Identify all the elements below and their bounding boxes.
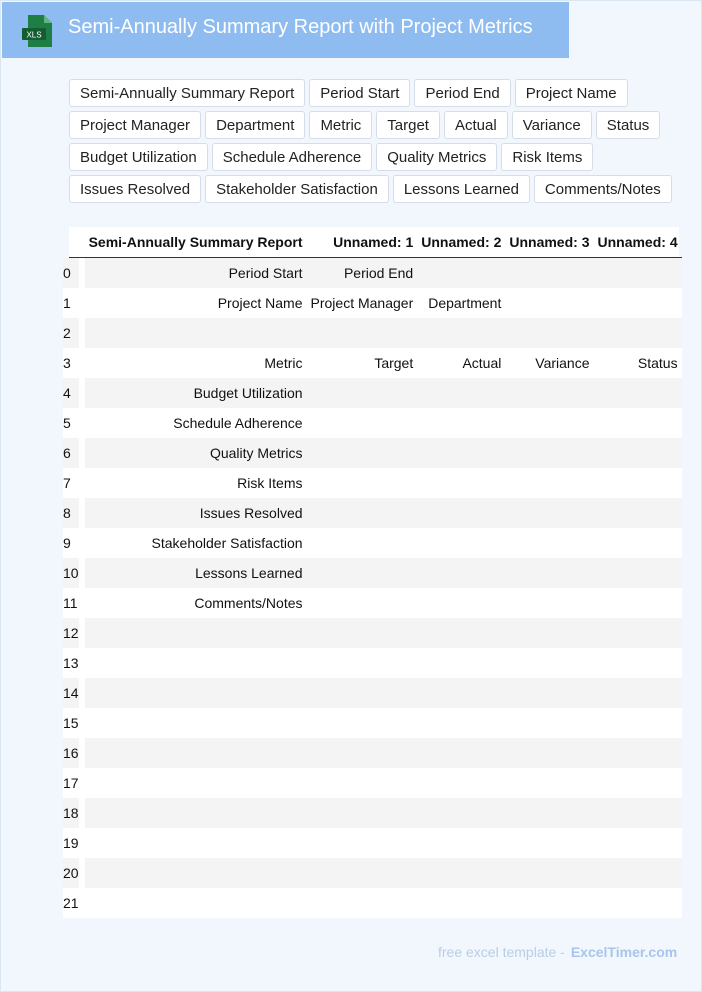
table-cell [593,498,681,528]
row-index: 8 [63,505,71,521]
table-row [69,348,682,378]
table-cell [505,258,593,289]
table-cell: Variance [535,355,590,371]
table-row [69,528,682,558]
row-index: 10 [63,565,79,581]
table-cell [593,708,681,738]
table-cell [417,498,505,528]
table-cell [307,378,418,408]
table-cell [593,618,681,648]
row-index: 16 [63,745,79,761]
table-row [69,408,682,438]
table-cell [593,828,681,858]
table-cell [505,438,593,468]
column-tag[interactable]: Lessons Learned [393,175,530,203]
table-cell: Project Name [217,295,303,311]
row-index: 21 [63,895,79,911]
table-row [69,768,682,798]
table-cell [417,768,505,798]
table-cell [593,468,681,498]
row-index: 1 [63,295,71,311]
table-cell [307,678,418,708]
table-cell [593,798,681,828]
table-cell [85,798,307,828]
table-cell [417,438,505,468]
table-cell: Period Start [228,265,303,281]
table-cell [417,318,505,348]
row-index: 6 [63,445,71,461]
table-cell [85,738,307,768]
column-header: Unnamed: 1 [307,227,418,258]
table-cell [505,648,593,678]
table-cell [505,558,593,588]
row-index: 9 [63,535,71,551]
table-cell [307,438,418,468]
table-cell: Department [428,295,502,311]
table-cell [417,558,505,588]
table-row [69,738,682,768]
table-cell [417,888,505,918]
column-header: Unnamed: 4 [593,227,681,258]
table-cell [417,618,505,648]
table-row [69,468,682,498]
table-cell [85,828,307,858]
table-row [69,648,682,678]
table-cell [307,858,418,888]
table-row [69,318,682,348]
column-tag[interactable]: Actual [444,111,508,139]
row-index: 12 [63,625,79,641]
table-cell [307,588,418,618]
table-cell [505,798,593,828]
table-cell [307,498,418,528]
spreadsheet-preview [63,227,679,918]
table-cell [417,468,505,498]
table-cell: Schedule Adherence [173,415,303,431]
table-cell: Actual [462,355,502,371]
table-cell [593,558,681,588]
table-cell: Budget Utilization [193,385,303,401]
table-cell [417,708,505,738]
table-cell [85,888,307,918]
table-cell [593,768,681,798]
table-cell [85,318,307,348]
table-cell [417,798,505,828]
table-cell [417,648,505,678]
column-tag[interactable]: Budget Utilization [69,143,208,171]
row-index: 11 [63,595,78,611]
table-cell [307,888,418,918]
table-cell [593,288,681,318]
table-cell [85,708,307,738]
title-bar [2,2,569,58]
table-cell [505,708,593,738]
table-cell [307,738,418,768]
table-row [69,498,682,528]
table-cell [505,678,593,708]
page-title: Semi-Annually Summary Report with Project Metrics [68,16,533,38]
table-cell [593,858,681,888]
row-index: 5 [63,415,71,431]
table-cell [417,258,505,289]
table-row [69,708,682,738]
footer-text: free excel template - [438,944,565,960]
table-cell [307,318,418,348]
table-cell [593,438,681,468]
table-cell [307,408,418,438]
table-cell [307,558,418,588]
table-cell [505,378,593,408]
table-row [69,378,682,408]
column-tag[interactable]: Status [596,111,661,139]
table-cell: Risk Items [237,475,303,491]
excel-file-icon-label: XLS [26,30,42,40]
table-cell [593,648,681,678]
table-cell: Quality Metrics [209,445,303,461]
table-row [69,588,682,618]
column-header: Unnamed: 2 [417,227,505,258]
column-tag[interactable]: Comments/Notes [534,175,672,203]
table-cell [307,768,418,798]
table-cell [593,678,681,708]
table-cell: Project Manager [310,295,414,311]
table-cell [505,738,593,768]
table-cell: Lessons Learned [195,565,303,581]
row-index: 15 [63,715,79,731]
row-index: 17 [63,775,79,791]
column-tag-list [69,79,679,203]
row-index: 14 [63,685,79,701]
table-cell [85,768,307,798]
table-cell: Period End [343,265,414,281]
table-cell [417,528,505,558]
table-cell [593,588,681,618]
table-cell [505,618,593,648]
column-header [69,227,85,258]
table-cell [505,498,593,528]
column-tag[interactable]: Metric [309,111,372,139]
table-cell [417,738,505,768]
table-cell [505,858,593,888]
footer-credit [438,944,677,960]
table-cell [593,888,681,918]
row-index: 19 [63,835,79,851]
table-cell [417,858,505,888]
table-cell [417,378,505,408]
table-cell [417,678,505,708]
table-cell [505,828,593,858]
column-tag[interactable]: Variance [512,111,592,139]
column-tag[interactable]: Schedule Adherence [212,143,372,171]
table-cell [307,528,418,558]
table-cell [593,378,681,408]
table-cell [593,318,681,348]
table-cell [307,708,418,738]
column-header: Semi-Annually Summary Report [85,227,307,258]
column-tag[interactable]: Department [205,111,305,139]
table-cell [85,678,307,708]
table-cell [85,618,307,648]
table-row [69,258,682,289]
row-index: 18 [63,805,79,821]
row-index: 3 [63,355,71,371]
row-index: 7 [63,475,71,491]
table-cell [505,408,593,438]
data-table [63,227,682,918]
table-cell: Target [374,355,414,371]
column-tag[interactable]: Period Start [309,79,410,107]
table-cell [85,858,307,888]
table-cell [505,888,593,918]
table-cell [417,588,505,618]
table-cell [307,798,418,828]
table-row [69,558,682,588]
table-cell: Issues Resolved [199,505,303,521]
table-row [69,618,682,648]
row-index: 0 [63,265,71,281]
table-cell [505,318,593,348]
column-tag[interactable]: Target [376,111,440,139]
table-cell [593,408,681,438]
table-cell [307,648,418,678]
table-cell: Metric [264,355,303,371]
column-tag[interactable]: Semi-Annually Summary Report [69,79,305,107]
column-tag[interactable]: Project Manager [69,111,201,139]
column-header: Unnamed: 3 [505,227,593,258]
table-cell [505,528,593,558]
row-index: 2 [63,325,71,341]
table-cell [307,618,418,648]
footer-brand-link[interactable]: ExcelTimer.com [570,944,678,960]
row-index: 4 [63,385,71,401]
table-cell [417,828,505,858]
table-cell [505,468,593,498]
excel-file-icon [22,15,52,47]
column-tag[interactable]: Issues Resolved [69,175,201,203]
column-tag[interactable]: Stakeholder Satisfaction [205,175,389,203]
table-row [69,828,682,858]
table-row [69,888,682,918]
table-row [69,858,682,888]
column-tag[interactable]: Project Name [515,79,628,107]
table-cell [417,408,505,438]
table-row [69,288,682,318]
table-row [69,678,682,708]
row-index: 20 [63,865,79,881]
table-cell [307,828,418,858]
table-cell [85,648,307,678]
table-cell: Comments/Notes [194,595,303,611]
table-cell [505,768,593,798]
table-cell [593,738,681,768]
column-tag[interactable]: Period End [414,79,510,107]
column-tag[interactable]: Quality Metrics [376,143,497,171]
row-index: 13 [63,655,79,671]
table-cell [505,588,593,618]
column-tag[interactable]: Risk Items [501,143,593,171]
table-cell [593,528,681,558]
table-cell: Stakeholder Satisfaction [151,535,303,551]
table-cell [307,468,418,498]
table-row [69,798,682,828]
table-cell: Status [637,355,678,371]
table-header-row [69,227,682,258]
table-cell [593,258,681,289]
table-row [69,438,682,468]
table-cell [505,288,593,318]
